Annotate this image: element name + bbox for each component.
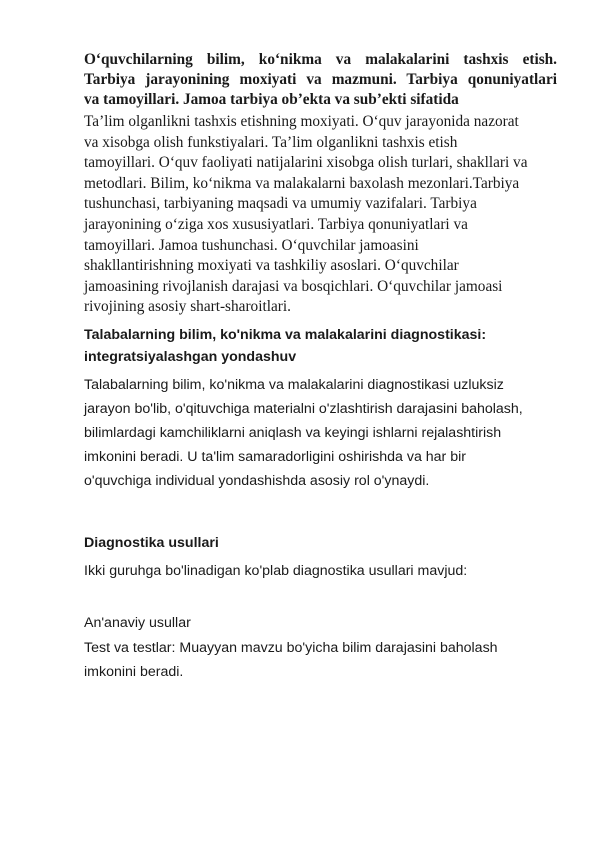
- intro-line: va xisobga olish funkstiyalari. Ta’lim olganlikni tashxis etish: [84, 133, 458, 151]
- paragraph-line: Talabalarning bilim, ko'nikma va malakalarini diagnostikasi uzluksiz: [84, 376, 504, 393]
- intro-paragraph: [84, 112, 557, 318]
- paragraph-line: imkonini beradi.: [84, 663, 184, 680]
- paragraph-line: Test va testlar: Muayyan mavzu bo'yicha bilim darajasini baholash: [84, 639, 498, 656]
- intro-line: tushunchasi, tarbiyaning maqsadi va umumiy vazifalari. Tarbiya: [84, 195, 477, 213]
- traditional-methods-subheading: An'anaviy usullar: [84, 614, 191, 631]
- section-heading-line: integratsiyalashgan yondashuv: [84, 348, 297, 365]
- intro-line: Ta’lim olganlikni tashxis etishning moxiyati. O‘quv jarayonida nazorat: [84, 113, 519, 130]
- paragraph-line: jarayon bo'lib, o'qituvchiga materialni o'zlashtirish darajasini baholash,: [84, 400, 523, 417]
- paragraph-line: bilimlardagi kamchiliklarni aniqlash va keyingi ishlarni rejalashtirish: [84, 424, 502, 441]
- document-page: [84, 50, 557, 684]
- intro-line: tamoyillari. O‘quv faoliyati natijalarini xisobga olish turlari, shakllari va: [84, 154, 528, 172]
- paragraph-line: imkonini beradi. U ta'lim samaradorligini oshirishda va har bir: [84, 448, 466, 465]
- tests-paragraph: [84, 636, 557, 684]
- paragraph-line: o'quvchiga individual yondashishda asosiy rol o'ynaydi.: [84, 472, 430, 489]
- section-heading-line: Talabalarning bilim, ko'nikma va malakalarini diagnostikasi:: [84, 326, 487, 343]
- intro-line: shakllantirishning moxiyati va tashkiliy asoslari. O‘quvchilar: [84, 257, 459, 275]
- spacer: [84, 493, 557, 526]
- intro-line: jamoasining rivojlanish darajasi va bosqichlari. O‘quvchilar jamoasi: [84, 277, 503, 295]
- diagnostics-paragraph: [84, 373, 557, 493]
- intro-line: metodlari. Bilim, ko‘nikma va malakalarni baxolash mezonlari.Tarbiya: [84, 174, 520, 192]
- methods-paragraph: Ikki guruhga bo'linadigan ko'plab diagnostika usullari mavjud:: [84, 562, 468, 579]
- title-line: va tamoyillari. Jamoa tarbiya ob’ekta va sub’ekti sifatida: [84, 91, 459, 108]
- title-line: Tarbiya jarayonining moxiyati va mazmuni. Tarbiya qonuniyatlari: [84, 71, 557, 88]
- intro-line: jarayonining o‘ziga xos xususiyatlari. Tarbiya qonuniyatlari va: [84, 215, 468, 233]
- title-line: O‘quvchilarning bilim, ko‘nikma va malakalarini tashxis etish.: [84, 51, 557, 68]
- intro-line: rivojining asosiy shart-sharoitlari.: [84, 298, 291, 316]
- spacer: [84, 583, 557, 611]
- section-heading-methods: Diagnostika usullari: [84, 534, 219, 551]
- document-title: [84, 50, 557, 110]
- intro-line: tamoyillari. Jamoa tushunchasi. O‘quvchilar jamoasini: [84, 236, 419, 254]
- section-heading-diagnostics: [84, 324, 557, 368]
